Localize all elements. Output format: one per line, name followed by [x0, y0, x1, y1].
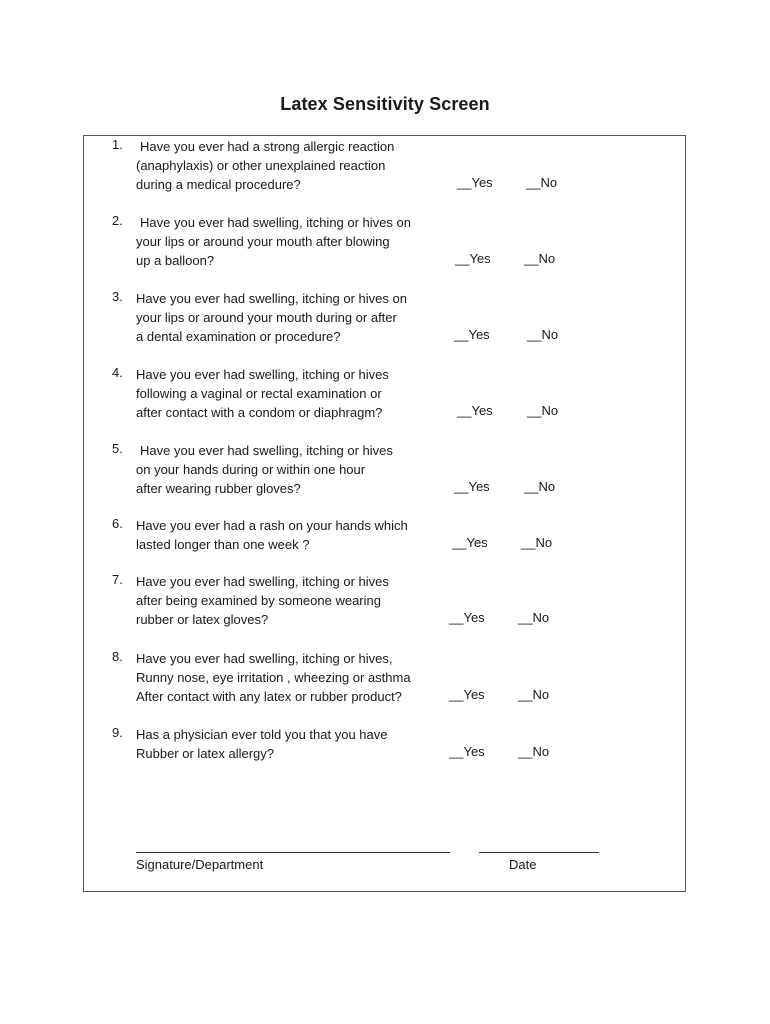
question-text-line: Has a physician ever told you that you have [136, 727, 388, 742]
question-number: 1. [112, 137, 123, 152]
question-text-line: after contact with a condom or diaphragm? [136, 405, 383, 420]
form-title: Latex Sensitivity Screen [280, 94, 490, 114]
yes-option[interactable]: __Yes [457, 175, 493, 190]
question-text-line: a dental examination or procedure? [136, 329, 341, 344]
question-text-line: Rubber or latex allergy? [136, 746, 275, 761]
yes-option[interactable]: __Yes [457, 403, 493, 418]
question-number: 3. [112, 289, 123, 304]
question-number: 7. [112, 572, 123, 587]
question-text-line: Have you ever had swelling, itching or hives, [136, 651, 393, 666]
question-text-line: up a balloon? [136, 253, 215, 268]
question-text-line: Have you ever had swelling, itching or hives on [136, 291, 407, 306]
question-number: 9. [112, 725, 123, 740]
question-number: 6. [112, 516, 123, 531]
no-option[interactable]: __No [518, 610, 550, 625]
question-text-line: during a medical procedure? [136, 177, 301, 192]
question-text-line: Have you ever had swelling, itching or hives [136, 367, 389, 382]
no-option[interactable]: __No [526, 175, 558, 190]
signature-line[interactable] [136, 852, 450, 853]
question-text-line: Have you ever had a strong allergic reaction [140, 139, 395, 154]
question-text-line: Have you ever had a rash on your hands which [136, 518, 408, 533]
yes-option[interactable]: __Yes [449, 610, 485, 625]
no-option[interactable]: __No [524, 479, 556, 494]
no-option[interactable]: __No [518, 744, 550, 759]
yes-option[interactable]: __Yes [449, 687, 485, 702]
yes-option[interactable]: __Yes [455, 251, 491, 266]
question-number: 8. [112, 649, 123, 664]
yes-option[interactable]: __Yes [454, 327, 490, 342]
signature-label: Signature/Department [136, 857, 264, 872]
yes-option[interactable]: __Yes [449, 744, 485, 759]
no-option[interactable]: __No [524, 251, 556, 266]
question-text-line: after being examined by someone wearing [136, 593, 381, 608]
question-number: 5. [112, 441, 123, 456]
no-option[interactable]: __No [527, 403, 559, 418]
no-option[interactable]: __No [527, 327, 559, 342]
date-line[interactable] [479, 852, 599, 853]
date-label: Date [509, 857, 537, 872]
question-text-line: your lips or around your mouth during or after [136, 310, 397, 325]
no-option[interactable]: __No [518, 687, 550, 702]
question-number: 4. [112, 365, 123, 380]
yes-option[interactable]: __Yes [454, 479, 490, 494]
question-text-line: your lips or around your mouth after blowing [136, 234, 390, 249]
question-text-line: on your hands during or within one hour [136, 462, 366, 477]
question-text-line: rubber or latex gloves? [136, 612, 269, 627]
question-number: 2. [112, 213, 123, 228]
question-text-line: (anaphylaxis) or other unexplained reaction [136, 158, 386, 173]
yes-option[interactable]: __Yes [452, 535, 488, 550]
question-text-line: After contact with any latex or rubber product? [136, 689, 402, 704]
question-text-line: Runny nose, eye irritation , wheezing or asthma [136, 670, 411, 685]
question-text-line: Have you ever had swelling, itching or hives [140, 443, 393, 458]
question-text-line: Have you ever had swelling, itching or hives on [140, 215, 411, 230]
no-option[interactable]: __No [521, 535, 553, 550]
question-text-line: lasted longer than one week ? [136, 537, 310, 552]
question-text-line: following a vaginal or rectal examination or [136, 386, 382, 401]
question-text-line: after wearing rubber gloves? [136, 481, 301, 496]
question-text-line: Have you ever had swelling, itching or hives [136, 574, 389, 589]
